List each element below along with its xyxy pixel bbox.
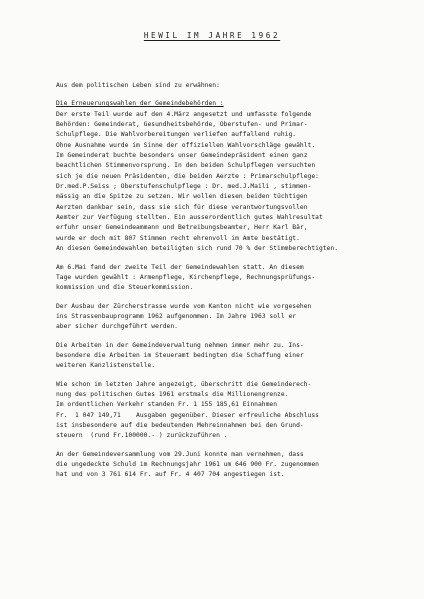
text-line: Am 6.Mai fand der zweite Teil der Gemeindewahlen statt. An diesem	[56, 263, 304, 271]
intro-line	[56, 81, 411, 91]
text-line: An der Gemeindeversammlung vom 29.Juni konnte man vernehmen, dass	[56, 450, 304, 458]
text-line: Behörden: Gemeinderat, Gesundheitsbehörde, Oberstufen- und Primar-	[56, 121, 308, 129]
text-line: sich je die neuen Präsidenten, die beiden Aerzte : Primarschulpflege:	[56, 172, 319, 180]
text-line: kommission und die Steuerkommission.	[56, 284, 194, 292]
text-line: besondere die Arbeiten im Steueramt bedingten die Schaffung einer	[56, 351, 304, 359]
text-line: Tage wurden gewählt : Armenpflege, Kirchenpflege, Rechnungsprüfungs-	[56, 273, 316, 281]
text-line: Dr.med.P.Seiss ; Oberstufenschulpflege : Dr. med.J.Maili , stimmen-	[56, 183, 312, 191]
text-line: erfuhr unser Gemeindeammann und Betreibungsbeamter, Herr Karl Bär,	[56, 224, 308, 232]
text-line: Im ordentlichen Verkehr standen Fr. 1 155 185,61 Einnahmen	[56, 401, 278, 409]
text-line: Der Ausbau der Zürcherstrasse wurde vom Kanton nicht wie vorgesehen	[56, 302, 312, 310]
text-line: Der erste Teil wurde auf den 4.März angesetzt und umfasste folgende	[56, 110, 312, 118]
text-line: Ohne Ausnahme wurde im Sinne der offiziellen Wahlvorschläge gewählt.	[56, 141, 316, 149]
section-title-text: Die Erneuerungswahlen der Gemeindebehörden :	[56, 100, 224, 108]
text-line: Fr. 1 047 149,71 Ausgaben gegenüber. Dieser erfreuliche Abschluss	[56, 411, 319, 419]
text-line: hat und von 3 761 614 Fr. auf Fr. 4 407 704 angestiegen ist.	[56, 471, 285, 479]
text-line: ins Strassenbauprogramm 1962 aufgenommen. Im Jahre 1963 soll er	[56, 312, 297, 320]
text-line: nung des politischen Gutes 1961 erstmals die Millionengrenze.	[56, 390, 289, 398]
text-line: Aemter zur Verfügung stellten. Ein ausserordentlich gutes Wahlresultat	[56, 214, 323, 222]
document-heading: HEWIL IM JAHRE 1962	[143, 31, 281, 40]
text-line: wurde er doch mit 807 Stimmen recht ehrenvoll im Amte bestätigt.	[56, 234, 300, 242]
text-line: Aerzten dankbar sein, dass sie sich für diese verantwortungsvollen	[56, 203, 308, 211]
text-line: die ungedeckte Schuld im Rechnungsjahr 1961 um 646 900 Fr. zugenommen	[56, 461, 319, 468]
text-line: steuern (rund Fr.100000.- ) zurückzuführen .	[56, 432, 228, 440]
text-line: beachtlichen Stimmenvorsprung. In den beiden Schulpflegen versuchten	[56, 162, 316, 170]
text-line: ist insbesondere auf die bedeutenden Mehreinnahmen bei den Grund-	[56, 421, 304, 429]
section-title	[56, 99, 411, 109]
text-line: An diesen Gemeindewahlen beteiligten sich rund 70 % der Stimmberechtigten.	[56, 245, 339, 253]
text-line: mässig an die Spitze zu setzen. Wir wollen diesen beiden tüchtigen	[56, 193, 308, 201]
text-line: aber sicher durchgeführt werden.	[56, 323, 178, 331]
intro-text: Aus dem politischen Leben sind zu erwähnen:	[56, 82, 220, 89]
text-line: Wie schon im letzten Jahre angezeigt, überschritt die Gemeinderech-	[56, 380, 312, 388]
document-body	[56, 81, 411, 481]
text-line: Die Arbeiten in der Gemeindeverwaltung nehmen immer mehr zu. Ins-	[56, 341, 304, 349]
text-line: Schulpflege. Die Wahlvorbereitungen verliefen auffallend ruhig.	[56, 131, 297, 139]
text-line: weiteren Kanzlistenstelle.	[56, 362, 156, 370]
text-line: Im Gemeinderat buchte besonders unser Gemeindepräsident einen ganz	[56, 152, 308, 160]
